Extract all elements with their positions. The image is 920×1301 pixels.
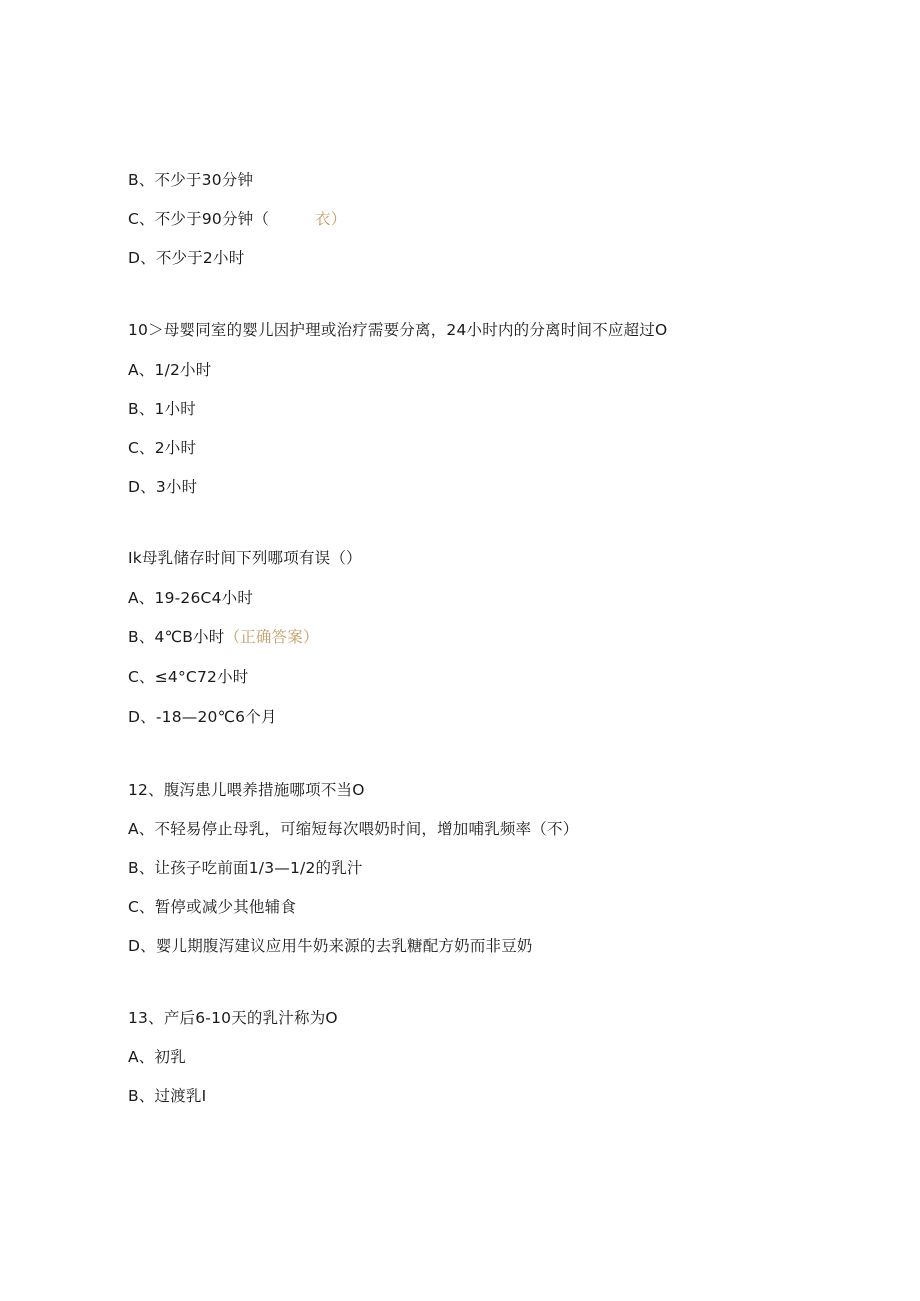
q12-option-a: A、不轻易停止母乳，可缩短每次喂奶时间，增加哺乳频率（不） <box>128 820 579 838</box>
q13-stem: 13、产后6-10天的乳汁称为O <box>128 1009 338 1027</box>
q11-option-d: D、-18—20℃6个月 <box>128 708 277 726</box>
q9-option-c <box>128 209 346 229</box>
q9-option-c-text: C、不少于90分钟（ <box>128 210 270 228</box>
q12-option-b: B、让孩子吃前面1/3—1/2的乳汁 <box>128 859 363 877</box>
q10-option-b: B、1小时 <box>128 400 196 418</box>
q12-stem: 12、腹泻患儿喂养措施哪项不当O <box>128 781 365 799</box>
q11-stem: Ik母乳储存时间下列哪项有误（） <box>128 549 362 567</box>
q11-option-a: A、19-26C4小时 <box>128 589 254 607</box>
q11-option-b <box>128 627 319 647</box>
q9-option-d: D、不少于2小时 <box>128 249 245 267</box>
q12-option-c: C、暂停或减少其他辅食 <box>128 898 297 916</box>
q10-stem: 10＞母婴同室的婴儿因护理或治疗需要分离，24小时内的分离时间不应超过O <box>128 321 668 339</box>
q13-option-b: B、过渡乳I <box>128 1087 207 1105</box>
q9-option-b: B、不少于30分钟 <box>128 171 254 189</box>
q11-option-b-text: B、4℃B小时 <box>128 628 225 646</box>
q10-option-d: D、3小时 <box>128 478 198 496</box>
q13-option-a: A、初乳 <box>128 1048 186 1066</box>
q11-option-c: C、≤4°C72小时 <box>128 668 249 686</box>
q10-option-a: A、1/2小时 <box>128 361 212 379</box>
q12-option-d: D、婴儿期腹泻建议应用牛奶来源的去乳糖配方奶而非豆奶 <box>128 937 533 955</box>
q9-option-c-annotation: 衣） <box>315 210 347 228</box>
q11-option-b-annotation: （正确答案） <box>224 628 319 646</box>
q10-option-c: C、2小时 <box>128 439 197 457</box>
